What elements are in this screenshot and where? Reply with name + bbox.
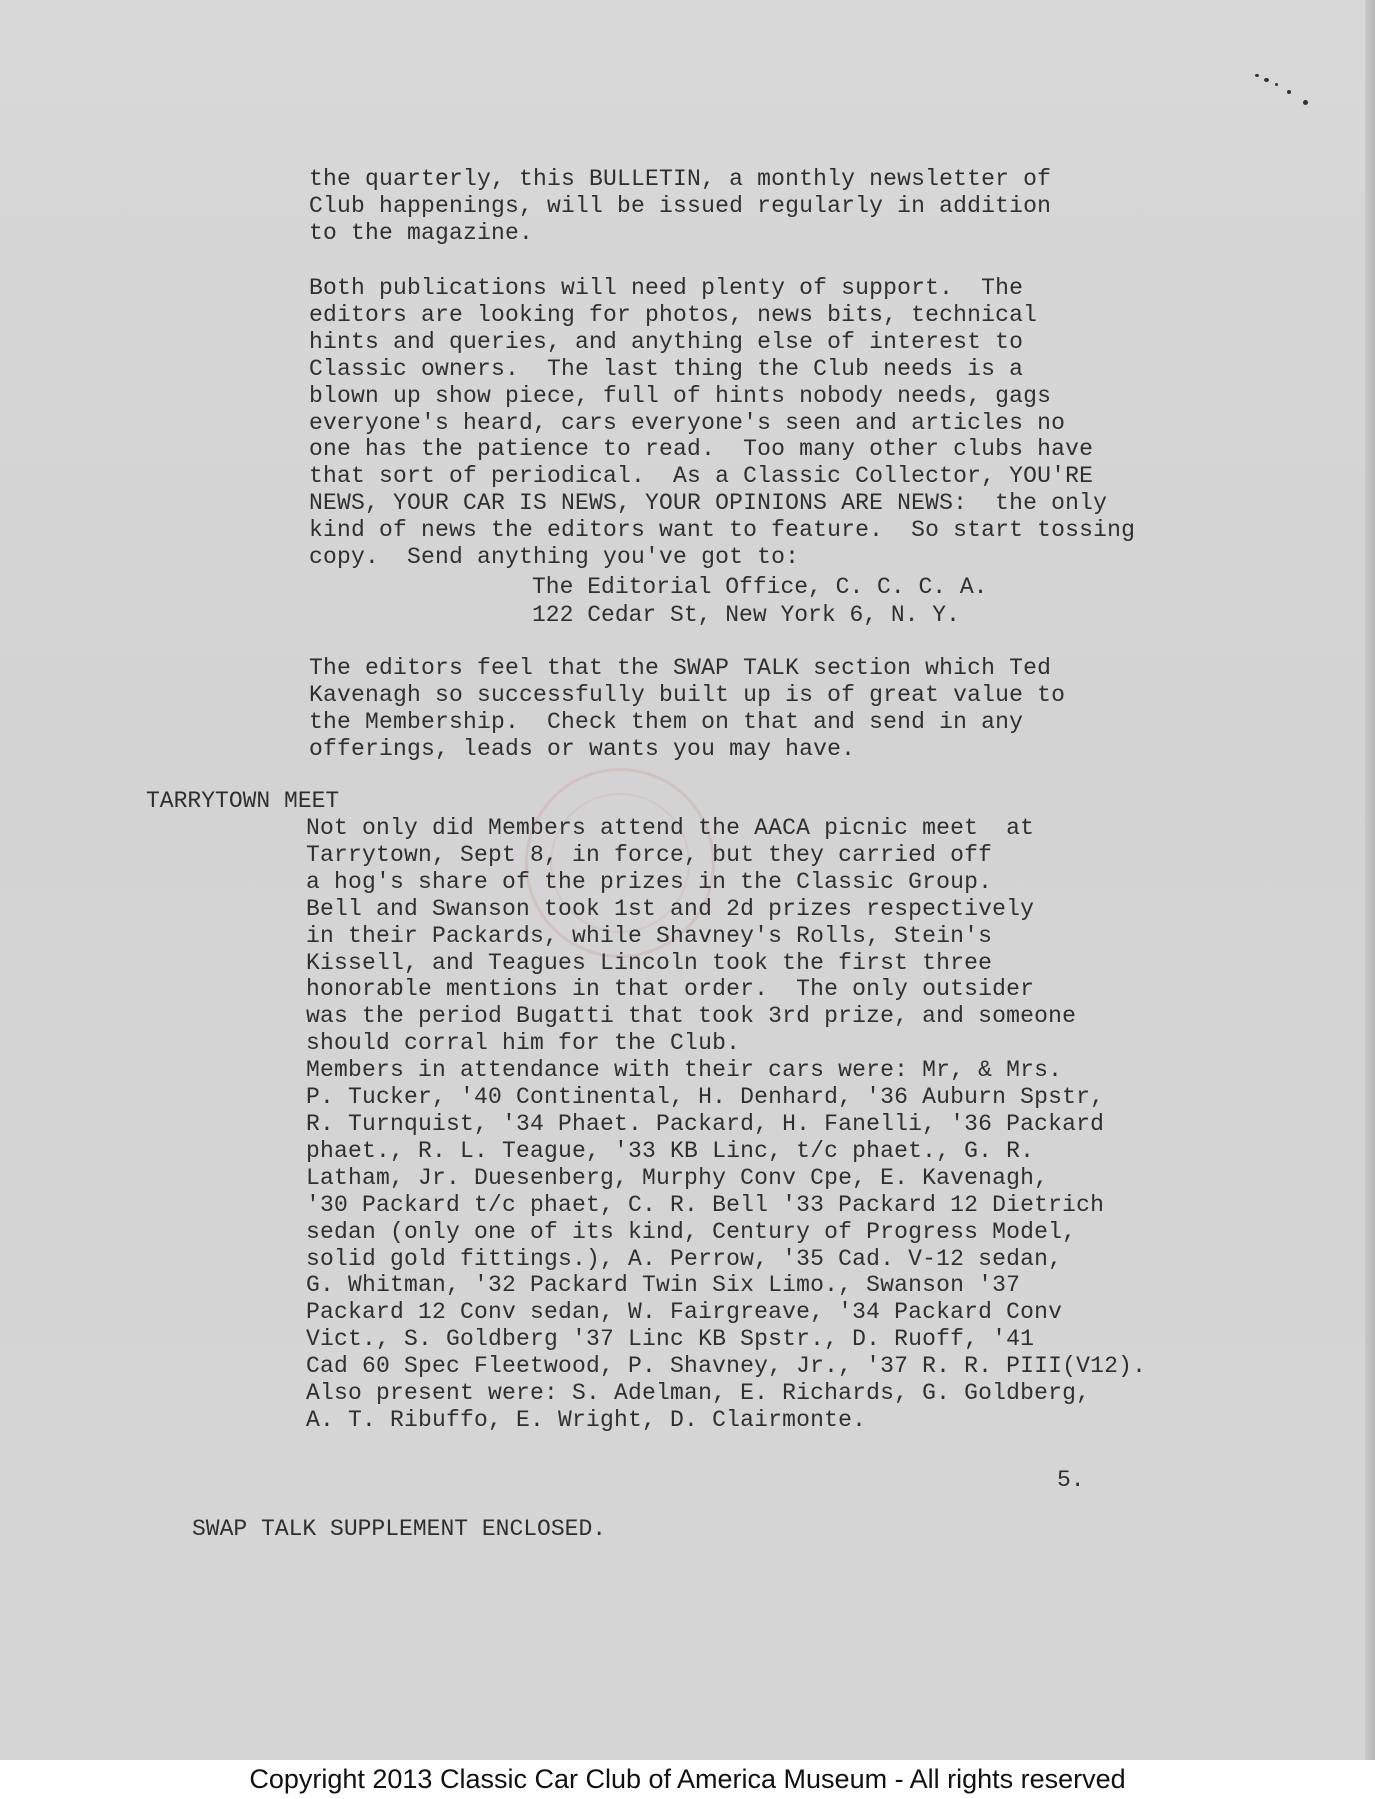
text-line: A. T. Ribuffo, E. Wright, D. Clairmonte. [306,1406,867,1433]
supplement-note: SWAP TALK SUPPLEMENT ENCLOSED. [192,1516,607,1542]
copyright-notice: Copyright 2013 Classic Car Club of America Museum - All rights reserved [249,1764,1126,1794]
swap-talk-paragraph [309,655,1065,763]
publications-paragraph [309,275,1135,571]
intro-paragraph [309,166,1051,247]
text-line: the Membership. Check them on that and send in any [309,708,1024,735]
text-line: sedan (only one of its kind, Century of Progress Model, [306,1218,1077,1245]
text-line: Tarrytown, Sept 8, in force, but they carried off [306,841,993,868]
address-line: The Editorial Office, C. C. C. A. [532,574,988,600]
text-line: should corral him for the Club. [306,1030,741,1057]
page-edge-shadow [1365,0,1375,1760]
text-line: Cad 60 Spec Fleetwood, P. Shavney, Jr., '37 R. R. PIII(V12). [306,1353,1147,1380]
address-line: 122 Cedar St, New York 6, N. Y. [532,602,960,628]
editorial-address [532,573,987,629]
text-line: everyone's heard, cars everyone's seen and articles no [309,409,1066,436]
text-line: editors are looking for photos, news bits, technical [309,301,1038,328]
text-line: one has the patience to read. Too many other clubs have [309,436,1094,463]
text-line: kind of news the editors want to feature. So start tossing [309,517,1136,544]
text-line: Also present were: S. Adelman, E. Richards, G. Goldberg, [306,1380,1091,1407]
text-line: Latham, Jr. Duesenberg, Murphy Conv Cpe, E. Kavenagh, [306,1164,1049,1191]
tarrytown-paragraph [306,815,1146,1434]
text-line: Packard 12 Conv sedan, W. Fairgreave, '34 Packard Conv [306,1299,1063,1326]
text-line: in their Packards, while Shavney's Rolls, Stein's [306,922,993,949]
text-line: phaet., R. L. Teague, '33 KB Linc, t/c phaet., G. R. [306,1137,1035,1164]
text-line: a hog's share of the prizes in the Classic Group. [306,868,993,895]
text-line: to the magazine. [309,219,534,246]
text-line: R. Turnquist, '34 Phaet. Packard, H. Fanelli, '36 Packard [306,1110,1105,1137]
text-line: Not only did Members attend the AACA picnic meet at [306,815,1035,841]
text-line: Both publications will need plenty of support. The [309,275,1024,301]
text-line: solid gold fittings.), A. Perrow, '35 Cad. V-12 sedan, [306,1245,1063,1272]
text-line: P. Tucker, '40 Continental, H. Denhard, '36 Auburn Spstr, [306,1084,1105,1111]
tarrytown-heading: TARRYTOWN MEET [146,788,340,814]
text-line: The editors feel that the SWAP TALK section which Ted [309,655,1052,681]
text-line: Kissell, and Teagues Lincoln took the first three [306,949,993,976]
text-line: offerings, leads or wants you may have. [309,735,856,762]
text-line: was the period Bugatti that took 3rd prize, and someone [306,1003,1077,1030]
text-line: that sort of periodical. As a Classic Collector, YOU'RE [309,463,1094,490]
text-line: Club happenings, will be issued regularly in addition [309,192,1052,219]
text-line: honorable mentions in that order. The only outsider [306,976,1035,1003]
page-number: 5. [1057,1467,1085,1493]
text-line: Kavenagh so successfully built up is of great value to [309,681,1066,708]
text-line: '30 Packard t/c phaet, C. R. Bell '33 Packard 12 Dietrich [306,1191,1105,1218]
text-line: Classic owners. The last thing the Club needs is a [309,355,1024,382]
text-line: hints and queries, and anything else of interest to [309,328,1024,355]
text-line: Members in attendance with their cars were: Mr, & Mrs. [306,1057,1063,1084]
text-line: blown up show piece, full of hints nobody needs, gags [309,382,1052,409]
text-line: copy. Send anything you've got to: [309,544,800,571]
text-line: NEWS, YOUR CAR IS NEWS, YOUR OPINIONS ARE NEWS: the only [309,490,1108,517]
dust-specks [1255,68,1315,128]
text-line: G. Whitman, '32 Packard Twin Six Limo., Swanson '37 [306,1272,1021,1299]
text-line: Vict., S. Goldberg '37 Linc KB Spstr., D. Ruoff, '41 [306,1326,1035,1353]
text-line: Bell and Swanson took 1st and 2d prizes respectively [306,895,1035,922]
text-line: the quarterly, this BULLETIN, a monthly newsletter of [309,166,1052,192]
